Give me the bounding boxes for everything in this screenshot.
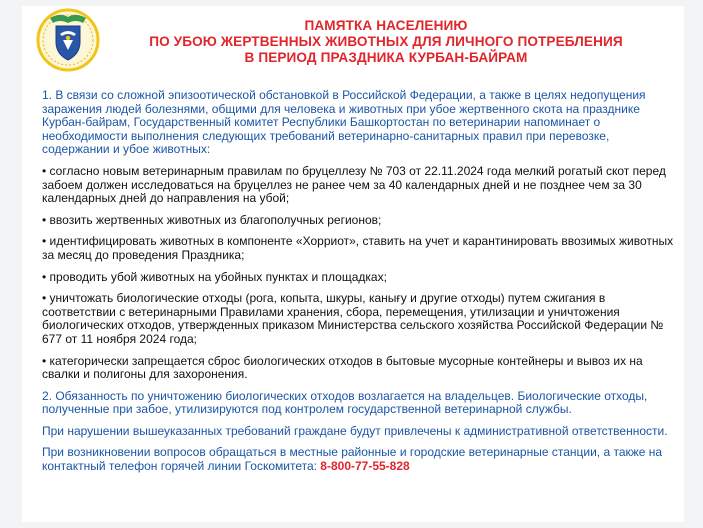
contact-text: При возникновении вопросов обращаться в местные районные и городские ветеринарные станции, а также на контактный телефон горячей линии Госкомитета: xyxy=(42,445,663,474)
bullet-item: • согласно новым ветеринарным правилам по бруцеллезу № 703 от 22.11.2024 года мелкий рогатый скот перед забоем должен исследоваться на бруцеллез не ранее чем за 40 календарных дней и не позднее чем за 30 календарных дней до направления на убой; xyxy=(42,163,666,206)
memo-page xyxy=(22,6,684,522)
bullet-item: • идентифицировать животных в компоненте «Хорриот», ставить на учет и карантинировать ввозимых животных за месяц до проведения Праздника; xyxy=(42,234,674,262)
bullet-item: • уничтожать биологические отходы (рога, копыта, шкуры, канығу и другие отходы) путем сжигания в соответствии с ветеринарными Правилами хранения, сбора, перемещения, утилизации и уничтожения биологических отходов, утвержденных приказом Министерства сельского хозяйства Российской Федерации № 677 от 11 ноября 2024 года; xyxy=(42,291,664,346)
bullet-item: • проводить убой животных на убойных пунктах и площадках; xyxy=(42,269,387,284)
bullet-item: • ввозить жертвенных животных из благополучных регионов; xyxy=(42,212,382,227)
title-line: ПО УБОЮ ЖЕРТВЕННЫХ ЖИВОТНЫХ ДЛЯ ЛИЧНОГО ПОТРЕБЛЕНИЯ xyxy=(149,34,623,49)
header xyxy=(42,6,666,78)
point2-paragraph: 2. Обязанность по уничтожению биологических отходов возлагается на владельцев. Биологические отходы, полученные при забое, утилизируются под контролем государственной ветеринарной службы. xyxy=(42,388,648,417)
contact-paragraph xyxy=(42,446,674,473)
memo-body xyxy=(42,89,674,482)
violation-paragraph: При нарушении вышеуказанных требований граждане будут привлечены к административной ответственности. xyxy=(42,423,668,438)
state-committee-emblem-icon xyxy=(36,8,100,72)
intro-paragraph: 1. В связи со сложной эпизоотической обстановкой в Российской Федерации, а также в целях недопущения заражения людей болезнями, общими для человека и животных при убое жертвенного скота на празднике Курбан-байрам, Государственный комитет Республики Башкортостан по ветеринарии напоминает о необходимости выполнения следующих требований ветеринарно-санитарных правил при перевозке, содержании и убое животных: xyxy=(42,88,646,157)
memo-title xyxy=(100,18,672,66)
title-line: В ПЕРИОД ПРАЗДНИКА КУРБАН-БАЙРАМ xyxy=(244,50,528,65)
title-line: ПАМЯТКА НАСЕЛЕНИЮ xyxy=(304,18,468,33)
hotline-number[interactable]: 8-800-77-55-828 xyxy=(320,459,410,474)
bullet-item: • категорически запрещается сброс биологических отходов в бытовые мусорные контейнеры и вывоз их на свалки и полигоны для захоронения. xyxy=(42,353,643,382)
